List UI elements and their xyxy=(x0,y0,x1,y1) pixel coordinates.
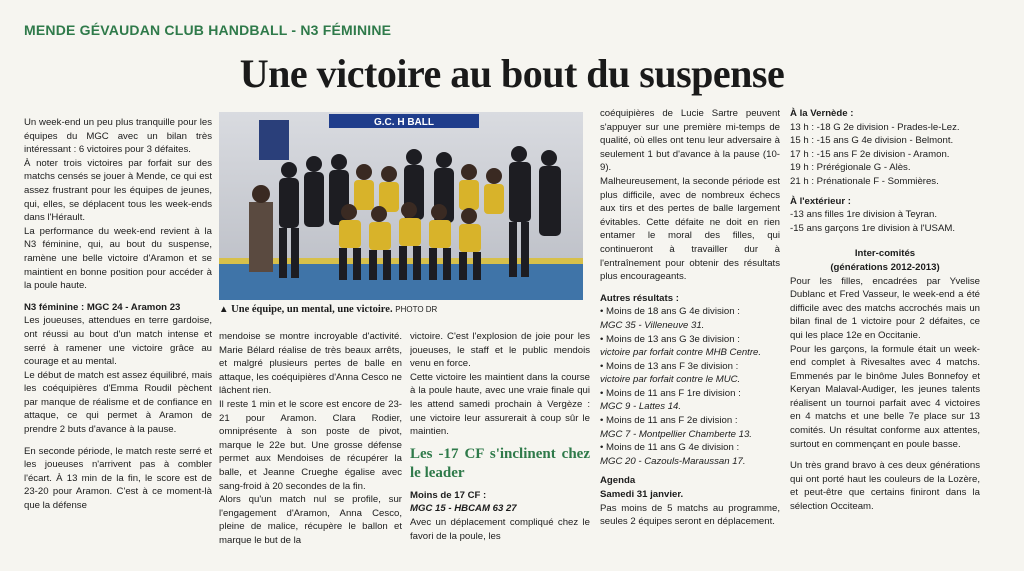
column-3 xyxy=(410,330,590,566)
agenda-date: Samedi 31 janvier. xyxy=(600,489,684,501)
schedule-item: 15 h : -15 ans G 4e division - Belmont. xyxy=(790,135,954,147)
other-results-heading: Autres résultats : xyxy=(600,292,679,304)
result-score: MGC 20 - Cazouls-Maraussan 17. xyxy=(600,455,746,467)
result-score: victoire par forfait contre MHB Centre. xyxy=(600,347,762,359)
paragraph: Il reste 1 min et le score est encore de 23-21 pour Aramon. Clara Rodier, omniprésente à son poste de pivot, marque le 22e but. Une grosse défense permet aux Mendoises de récupérer la balle, et Jeanne Crueghe égalise avec sang-froid à 20 secondes de la fin. xyxy=(219,398,402,492)
result-label: • Moins de 18 ans G 4e division : xyxy=(600,306,740,318)
photo-caption xyxy=(219,304,599,315)
agenda-heading: Agenda xyxy=(600,475,636,487)
result-score: victoire par forfait contre le MUC. xyxy=(600,374,741,386)
result-label: • Moins de 11 ans G 4e division : xyxy=(600,442,740,454)
exterior-heading: À l'extérieur : xyxy=(790,195,851,207)
match-result-heading: N3 féminine : MGC 24 - Aramon 23 xyxy=(24,301,181,313)
paragraph: La performance du week-end revient à la N3 féminine, qui, au bout du suspense, ramène une belle victoire d'Aramon et se maintient en bonne position pour accéder à la poule haute. xyxy=(24,225,212,292)
inter-comites-heading: Inter-comités xyxy=(854,248,916,260)
match-score: MGC 15 - HBCAM 63 27 xyxy=(410,503,517,515)
column-1 xyxy=(24,116,212,566)
paragraph: Un très grand bravo à ces deux générations qui ont porté haut les couleurs de la Lozère, et peut-être que certains finiront dans la sélection Occiteam. xyxy=(790,460,980,513)
result-label: • Moins de 13 ans G 3e division : xyxy=(600,333,740,345)
verne-heading: À la Vernède : xyxy=(790,108,854,119)
paragraph: Avec un déplacement compliqué chez le favori de la poule, les xyxy=(410,516,590,542)
result-label: • Moins de 13 ans F 3e division : xyxy=(600,360,739,372)
paragraph: Alors qu'un match nul se profile, sur l'engagement d'Aramon, Anna Cesco, pleine de malice, récupère le ballon et marque le but de la xyxy=(219,494,402,546)
caption-triangle-icon: ▲ xyxy=(219,304,229,315)
paragraph: Pour les garçons, la formule était un week-end complet à Rivesaltes avec 4 matchs. Emmenés par le binôme Jules Bonnefoy et Keryan Malaval-Audiger, les jeunes talents réalisent un tournoi parfait avec 4 victoires en 4 matchs et une belle 7e place sur 13 comités. Un résultat conforme aux attentes, surtout en commençant en poule basse. xyxy=(790,343,980,450)
schedule-item: 19 h : Prérégionale G - Alès. xyxy=(790,162,911,174)
team-photo xyxy=(219,112,583,300)
section-kicker: MENDE GÉVAUDAN CLUB HANDBALL - N3 FÉMININE xyxy=(24,22,392,38)
inter-comites-subheading: (générations 2012-2013) xyxy=(830,261,940,273)
article-headline: Une victoire au bout du suspense xyxy=(239,51,785,96)
photo-credit: PHOTO DR xyxy=(395,305,438,314)
results-list xyxy=(600,305,780,468)
paragraph: Pas moins de 5 matchs au programme, seules 2 équipes seront en déplacement. xyxy=(600,502,780,528)
column-5 xyxy=(790,107,980,567)
schedule-item: -13 ans filles 1re division à Teyran. xyxy=(790,209,938,221)
result-score: MGC 9 - Lattes 14. xyxy=(600,401,682,413)
schedule-item: 13 h : -18 G 2e division - Prades-le-Lez. xyxy=(790,121,960,133)
paragraph: Pour les filles, encadrées par Yvelise Dublanc et Fred Vasseur, le week-end a été difficile avec des matchs accrochés mais un bilan final de 1 victoire pour 2 défaites, ce qui les place 12e en Occitanie. xyxy=(790,275,980,341)
result-label: • Moins de 11 ans F 1re division : xyxy=(600,387,741,399)
paragraph: victoire. C'est l'explosion de joie pour les joueuses, le staff et le public mendois venu en force. xyxy=(410,331,590,370)
schedule-item: 21 h : Prénationale F - Sommières. xyxy=(790,175,939,187)
result-score: MGC 35 - Villeneuve 31. xyxy=(600,319,705,331)
match-label: Moins de 17 CF : xyxy=(410,489,487,501)
paragraph: coéquipières de Lucie Sartre peuvent s'appuyer sur une première mi-temps de qualité, où elles ont tenu leur adversaire à seulement 1 but d'avance à la pause (10-9). xyxy=(600,108,780,174)
schedule-item: -15 ans garçons 1re division à l'USAM. xyxy=(790,222,956,234)
subheading: Les -17 CF s'inclinent chez le leader xyxy=(410,445,590,481)
paragraph: Les joueuses, attendues en terre gardoise, ont réussi au bout d'un match intense et serré à ramener une victoire grâce au courage et au mental. xyxy=(24,315,212,368)
result-score: MGC 7 - Montpellier Chamberte 13. xyxy=(600,428,752,440)
team-photo-illustration xyxy=(219,112,583,300)
paragraph: En seconde période, le match reste serré et les joueuses n'arrivent pas à combler l'écart. À 13 min de la fin, le score est de 23-20 pour Aramon. C'est à ce moment-là que la défense xyxy=(24,445,212,512)
schedule-item: 17 h : -15 ans F 2e division - Aramon. xyxy=(790,148,950,160)
paragraph: Malheureusement, la seconde période est plus difficile, avec de nombreux échecs aux tirs et des pertes de balle largement évitables. Cette défaite ne doit en rien entamer le moral des filles, qui continueront à travailler dur à l'entraînement pour obtenir des résultats plus encourageants. xyxy=(600,175,780,283)
column-2 xyxy=(219,330,402,566)
caption-text: Une équipe, un mental, une victoire. xyxy=(231,304,393,315)
paragraph: Cette victoire les maintient dans la course à la poule haute, avec une vraie finale qui les attend samedi prochain à Vergèze : une victoire leur assurerait à coup sûr le maintien. xyxy=(410,371,590,438)
paragraph: Un week-end un peu plus tranquille pour les équipes du MGC avec un bilan très intéressant : 6 victoires pour 3 défaites. xyxy=(24,117,212,156)
paragraph: Le début de match est assez équilibré, mais les coéquipières d'Emma Roudil pèchent par manque de réalisme et de confiance en attaque, ce qui permet à Aramon de prendre 2 buts d'avance à la pause. xyxy=(24,369,212,436)
column-4 xyxy=(600,107,780,567)
result-label: • Moins de 11 ans F 2e division : xyxy=(600,415,738,427)
paragraph: mendoise se montre incroyable d'activité. Marie Bélard réalise de très beaux arrêts, et malgré plusieurs pertes de balle en attaque, les coéquipières d'Anna Cesco ne lâchent rien. xyxy=(219,331,402,397)
photo-banner: G.C. H BALL xyxy=(374,117,434,128)
paragraph: À noter trois victoires par forfait sur des matchs censés se jouer à Mende, ce qui est assez frustrant pour les équipes de jeunes, qui, elles, se déplacent tous les week-ends dans l'Hérault. xyxy=(24,157,212,224)
